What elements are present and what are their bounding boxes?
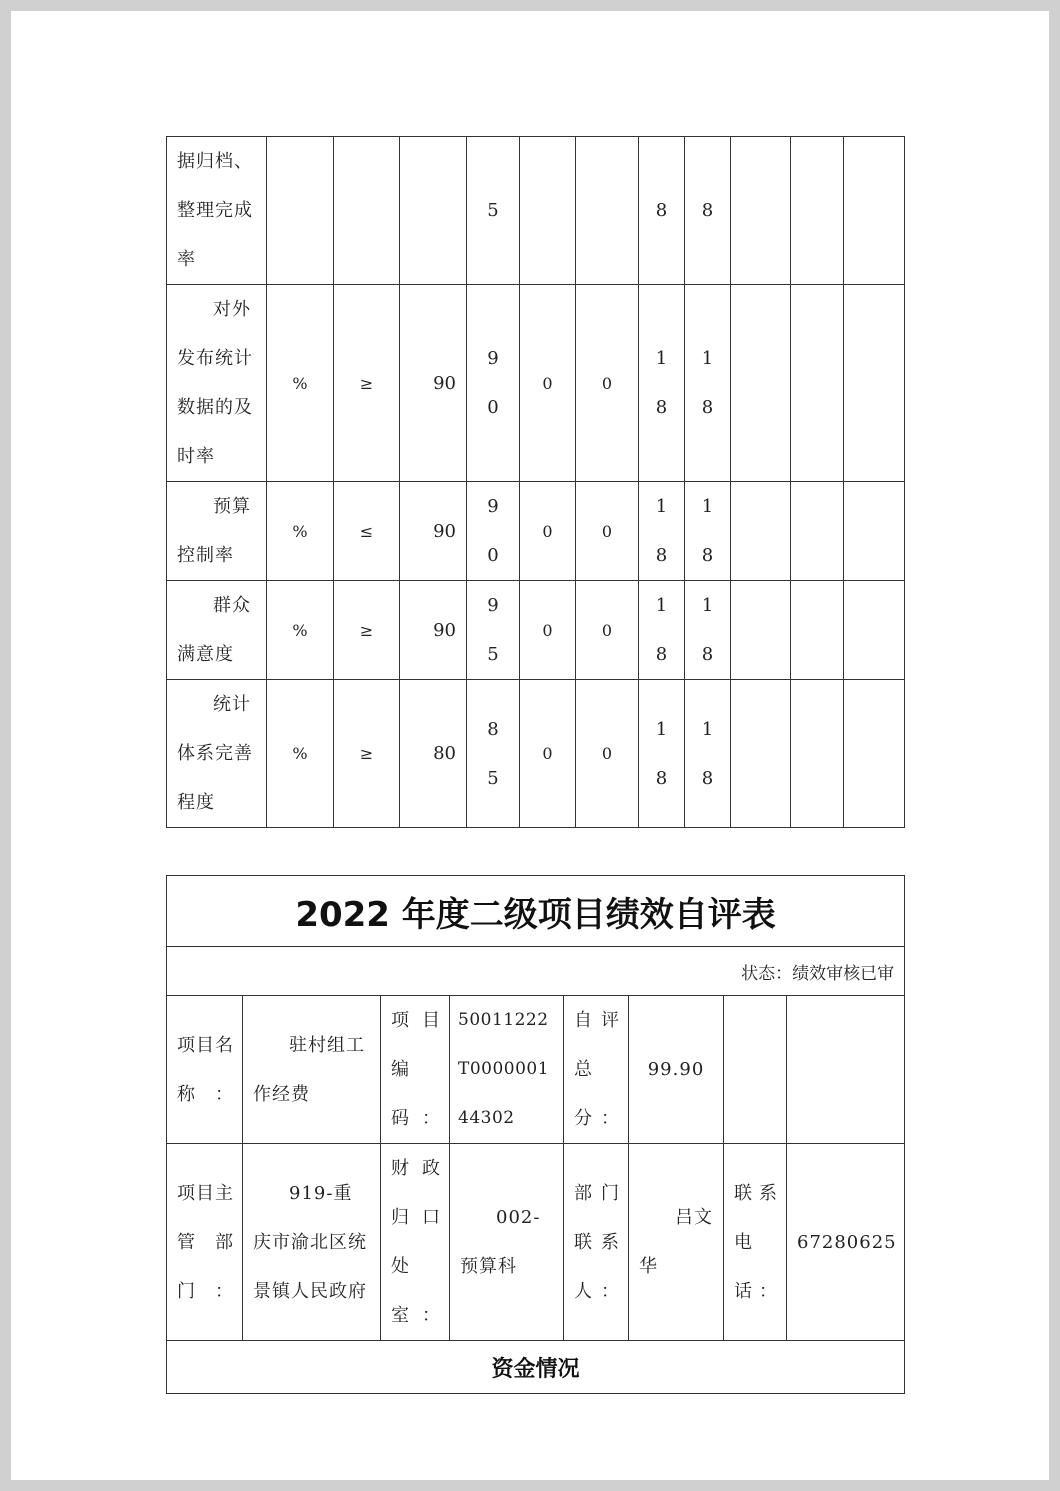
indicator-score-b [685, 482, 731, 581]
indicator-col7 [576, 137, 639, 285]
digit: 8 [701, 644, 714, 665]
digit: 8 [487, 718, 499, 740]
digit: 0 [487, 545, 499, 566]
empty-cell [787, 996, 905, 1144]
project-name-label: 项目名称： [167, 996, 243, 1144]
empty-cell [731, 482, 791, 581]
indicator-row [167, 285, 905, 482]
document-page [11, 11, 1049, 1480]
indicator-actual [467, 581, 520, 680]
self-evaluation-form [166, 875, 905, 1394]
empty-cell [844, 137, 905, 285]
indicator-unit: % [267, 285, 334, 482]
phone-value: 67280625 [787, 1144, 905, 1341]
project-info-row [167, 996, 905, 1144]
dept-info-row [167, 1144, 905, 1341]
indicator-col6: 0 [520, 285, 576, 482]
empty-cell [724, 996, 787, 1144]
indicator-score-b [685, 581, 731, 680]
indicator-row [167, 482, 905, 581]
indicator-unit: % [267, 680, 334, 828]
digit: 8 [655, 767, 668, 789]
indicator-target: 90 [400, 581, 467, 680]
indicator-col7: 0 [576, 482, 639, 581]
phone-label: 联系电话： [724, 1144, 787, 1341]
empty-cell [791, 581, 844, 680]
empty-cell [791, 680, 844, 828]
digit: 8 [701, 545, 714, 566]
indicator-actual [467, 285, 520, 482]
total-score-value: 99.90 [629, 996, 724, 1144]
contact-label: 部门联系人： [564, 1144, 629, 1341]
project-code-value: 50011222T000000144302 [450, 996, 564, 1144]
digit: 8 [655, 200, 668, 221]
indicator-target: 90 [400, 482, 467, 581]
indicator-col6: 0 [520, 581, 576, 680]
project-code-label: 项目编码： [381, 996, 450, 1144]
empty-cell [731, 680, 791, 828]
digit: 5 [487, 767, 499, 789]
indicator-col7: 0 [576, 680, 639, 828]
indicator-unit: % [267, 581, 334, 680]
finance-office-label: 财政归口处室： [381, 1144, 450, 1341]
indicator-name: 预算控制率 [167, 482, 267, 581]
indicator-col6 [520, 137, 576, 285]
indicator-score-a [639, 285, 685, 482]
contact-value: 吕文华 [629, 1144, 724, 1341]
indicator-name: 统计体系完善程度 [167, 680, 267, 828]
digit: 1 [655, 595, 668, 616]
digit: 8 [655, 644, 668, 665]
dept-label: 项目主管部门： [167, 1144, 243, 1341]
digit: 5 [487, 644, 499, 665]
indicator-operator: ≥ [334, 581, 400, 680]
digit: 1 [701, 496, 714, 517]
indicator-table [166, 136, 905, 828]
indicator-col6: 0 [520, 482, 576, 581]
digit: 1 [655, 718, 668, 740]
indicator-name: 对外发布统计数据的及时率 [167, 285, 267, 482]
digit: 8 [655, 397, 668, 418]
indicator-operator: ≤ [334, 482, 400, 581]
empty-cell [731, 285, 791, 482]
empty-cell [791, 285, 844, 482]
indicator-col7: 0 [576, 581, 639, 680]
digit: 0 [487, 397, 499, 418]
digit: 1 [701, 348, 714, 369]
indicator-score-b [685, 285, 731, 482]
indicator-operator: ≥ [334, 285, 400, 482]
indicator-score-a [639, 680, 685, 828]
indicator-score-a [639, 581, 685, 680]
indicator-row [167, 581, 905, 680]
indicator-row [167, 137, 905, 285]
finance-office-value: 002-预算科 [450, 1144, 564, 1341]
indicator-score-b [685, 680, 731, 828]
indicator-target: 80 [400, 680, 467, 828]
empty-cell [791, 482, 844, 581]
indicator-unit [267, 137, 334, 285]
indicator-unit: % [267, 482, 334, 581]
digit: 8 [701, 767, 714, 789]
form-title: 2022 年度二级项目绩效自评表 [167, 876, 905, 947]
indicator-operator [334, 137, 400, 285]
digit: 8 [701, 200, 714, 221]
digit: 8 [701, 397, 714, 418]
indicator-score-a [639, 482, 685, 581]
digit: 1 [655, 496, 668, 517]
digit: 1 [701, 718, 714, 740]
digit: 9 [487, 595, 499, 616]
dept-value: 919-重庆市渝北区统景镇人民政府 [243, 1144, 381, 1341]
empty-cell [844, 285, 905, 482]
indicator-target [400, 137, 467, 285]
digit: 9 [487, 496, 499, 517]
digit: 8 [655, 545, 668, 566]
digit: 1 [655, 348, 668, 369]
status-text: 状态：绩效审核已审 [167, 947, 905, 996]
project-name-value: 驻村组工作经费 [243, 996, 381, 1144]
indicator-actual [467, 680, 520, 828]
empty-cell [731, 581, 791, 680]
total-score-label: 自评总分： [564, 996, 629, 1144]
digit: 5 [487, 200, 499, 221]
indicator-col6: 0 [520, 680, 576, 828]
empty-cell [844, 581, 905, 680]
empty-cell [791, 137, 844, 285]
indicator-name: 群众满意度 [167, 581, 267, 680]
empty-cell [844, 680, 905, 828]
indicator-name: 据归档、整理完成率 [167, 137, 267, 285]
indicator-actual [467, 137, 520, 285]
digit: 1 [701, 595, 714, 616]
indicator-col7: 0 [576, 285, 639, 482]
empty-cell [844, 482, 905, 581]
indicator-score-a [639, 137, 685, 285]
indicator-score-b [685, 137, 731, 285]
indicator-actual [467, 482, 520, 581]
indicator-row [167, 680, 905, 828]
indicator-target: 90 [400, 285, 467, 482]
empty-cell [731, 137, 791, 285]
section-heading-funds: 资金情况 [167, 1341, 905, 1394]
digit: 9 [487, 348, 499, 369]
indicator-operator: ≥ [334, 680, 400, 828]
